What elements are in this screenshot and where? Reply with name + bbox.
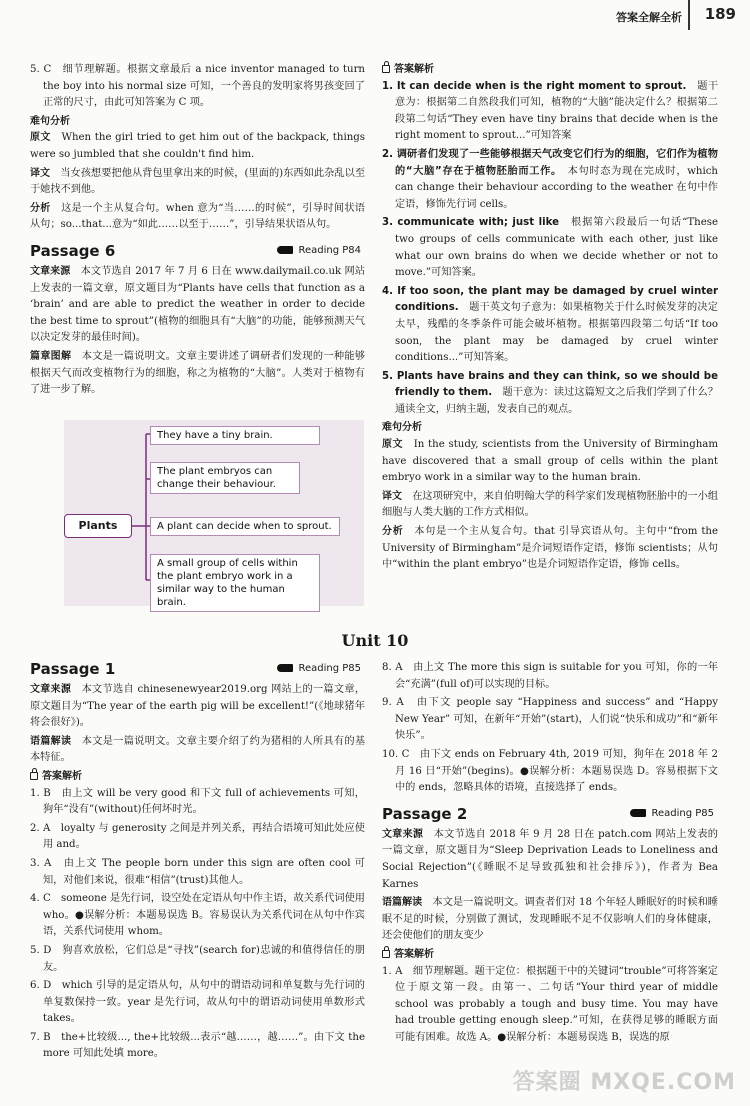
passage-6-heading [30,242,365,262]
genre-text: 本文是一篇说明文。调查者们对 18 个年轻人睡眠好的时候和睡眠不足的时候，分别做了测试，发现睡眠不足不仅影响人们的身体健康，还会使他们的朋友变少 [382,897,718,942]
diagram-node: A plant can decide when to sprout. [150,517,340,536]
page-header [0,0,750,30]
answer-item: 2. 调研者们发现了一些能够根据天气改变它们行为的细胞，它们作为植物的“大脑”存在于植物胚胎而工作。 本句时态为现在完成时，which can change their behaviour according to the weather 在句中作定语，修饰先行词 cells。 [382,148,718,210]
unit-title: Unit 10 [341,631,409,650]
answer-item: 8. A 由上文 The more this sign is suitable for you 可知，你的一年会“充满”(full of)可以实现的目标。 [382,662,718,690]
answer-item: 2. A loyalty 与 generosity 之间是并列关系，再结合语境可知此处应使用 and。 [30,822,365,851]
source-label: 文章来源 [382,828,424,840]
passage-1-heading [30,660,365,680]
passage-title: Passage 6 [30,241,116,260]
source-label: 文章来源 [30,684,72,695]
diagram-label: 篇章图解 [30,350,72,362]
translation-text: 当女孩想要把他从背包里拿出来的时候，(里面的)东西如此杂乱以至于她找不到他。 [30,167,366,196]
source-text: 本文节选自 2018 年 9 月 28 日在 patch.com 网站上发表的一篇文章，原文题目为“Sleep Deprivation Leads to Loneliness and Social Rejection”(《睡眠不足导致孤独和社会排斥》)，作者为 Bea Karnes [382,828,718,890]
diagram-node: They have a tiny brain. [150,426,320,445]
pointing-hand-icon [277,246,293,254]
answer-heading: 答案解析 [394,948,434,960]
source-label: 文章来源 [30,265,71,277]
original-label: 原文 [30,132,51,144]
reading-ref: Reading P85 [651,807,714,819]
lock-icon [30,772,38,780]
translation-label: 译文 [382,490,403,502]
answer-item: 4. C someone 是先行词，设空处在定语从句中作主语，故关系代词使用 who。●误解分析：本题易误选 B。容易误认为关系代词在从句中作宾语，关系代词使用 whom。 [30,893,365,938]
answer-heading: 答案解析 [394,64,434,75]
passage-title: Passage 1 [30,660,116,678]
answer-item-5: 5. C 细节理解题。根据文章最后 a nice inventor managed to turn the boy into his normal size 可知，一个善良的发明家将男孩变回了正常的尺寸，由此可知答案为 C 项。 [30,64,365,109]
answer-item: 5. Plants have brains and they can think, so we should be friendly to them. 题干意为：读过这篇短文之后我们学到了什么？通读全文，归纳主题，发表自己的观点。 [382,370,719,415]
reading-ref: Reading P84 [298,244,361,256]
genre-text: 本文是一篇说明文。文章主要介绍了约为猪相的人所具有的基本特征。 [30,735,366,764]
translation-text: 在这项研究中，来自伯明翰大学的科学家们发现植物胚胎中的一小组细胞与人类大脑的工作方式相似。 [382,490,719,519]
genre-label: 语篇解读 [382,897,423,909]
answer-item: 3. communicate with; just like 根据第六段最后一句话“These two groups of cells communicate with each other, just like what our own brains do when we decide whether or not to move.”可知答案。 [382,217,719,279]
pointing-hand-icon [277,664,293,672]
original-text: In the study, scientists from the University of Birmingham have discovered that a small group of cells within the plant embryo work in a similar way to the human brain. [382,439,719,484]
answer-item: 4. If too soon, the plant may be damaged by cruel winter conditions. 题干英文句子意为：如果植物关于什么时候发芽的决定太早，残酷的冬季条件可能会破坏植物。根据第四段第二句话“If too soon, the plant may be damaged by cruel winter conditions...”可知答案。 [382,285,718,364]
original-label: 原文 [382,439,404,451]
watermark: 答案圈 MXQE.COM [512,1070,736,1095]
passage-2-heading [382,805,718,825]
difficult-sentence-heading: 难句分析 [382,422,422,434]
analysis-text: 这是一个主从复合句。when 意为“当……的时候”，引导时间状语从句；so...that...意为“如此……以至于……”，引导结果状语从句。 [30,202,365,231]
original-text: When the girl tried to get him out of the backpack, things were so jumbled that she couldn't find him. [30,132,366,160]
diagram-root-node: Plants [64,514,132,538]
passage-diagram [64,420,364,606]
lock-icon [382,65,390,73]
passage-title: Passage 2 [382,804,468,823]
answer-heading: 答案解析 [42,770,82,782]
page-number: 189 [704,5,736,23]
header-divider [688,0,690,30]
translation-label: 译文 [30,167,51,179]
left-column-bottom [30,660,365,1065]
analysis-text: 本句是一个主从复合句。that 引导宾语从句。主句中“from the University of Birmingham”是介词短语作定语，修饰 scientists；从句中“within the plant embryo”也是介词短语作定语，修饰 cells。 [382,526,719,571]
analysis-label: 分析 [382,526,404,538]
right-column-bottom [382,660,718,1048]
answer-item: 10. C 由下文 ends on February 4th, 2019 可知，狗年在 2018 年 2 月 16 日“开始”(begins)。●误解分析：本题易误选 D。容易根据下文中的 ends，忽略具体的语境，直接选择了 ends。 [382,748,718,794]
left-column-top [30,62,365,401]
answer-item: 5. D 狗喜欢放松，它们总是“寻找”(search for)忠诚的和值得信任的朋友。 [30,944,365,973]
source-text: 本文节选自 chinesenewyear2019.org 网站上的一篇文章，原文题目为“The year of the earth pig will be excellent!”(《地球猪年将会很好》)。 [30,684,366,729]
diagram-node: The plant embryos can change their behaviour. [150,462,300,494]
genre-label: 语篇解读 [30,735,72,747]
diagram-intro: 本文是一篇说明文。文章主要讲述了调研者们发现的一种能够根据天气而改变植物行为的细胞，称之为植物的“大脑”。人类对于植物有了进一步了解。 [30,350,366,396]
answer-item: 1. B 由上文 will be very good 和下文 full of achievements 可知，狗年“没有”(without)任何坏时光。 [30,787,365,816]
answer-item: 7. B the+比较级..., the+比较级...表示“越……，越……”。由下文 the more 可知此处填 more。 [30,1031,365,1060]
answer-item: 6. D which 引导的是定语从句，从句中的谓语动词和单复数与先行词的单复数保持一致。year 是先行词，故从句中的谓语动词使用单数形式 takes。 [30,980,365,1025]
answer-item: 3. A 由上文 The people born under this sign are often cool 可知，对他们来说，很难“相信”(trust)其他人。 [30,857,365,886]
diagram-node: A small group of cells within the plant embryo work in a similar way to the human brain. [150,554,320,612]
difficult-sentence-heading: 难句分析 [30,115,70,127]
right-column-top [382,62,718,576]
source-text: 本文节选自 2017 年 7 月 6 日在 www.dailymail.co.uk 网站上发表的一篇文章，原文题目为“Plants have cells that function as a ‘brain’ and are able to predict the weather in order to decide the best time to sprout”(植物的细胞具有“大脑”的功能，能够预测天气以决定发芽的最佳时间)。 [30,265,365,344]
answer-item: 9. A 由下文 people say “Happiness and success” and “Happy New Year” 可知，在新年“开始”(start)，人们说“快乐和成功”和“新年快乐”。 [382,697,718,742]
answer-item: 1. A 细节理解题。题干定位：根据题干中的关键词“trouble”可将答案定位于原文第一段。由第一、二句话“Your third year of middle school was probably a tough and busy time. You may have had trouble getting enough sleep.”可知，在获得足够的睡眠方面可能有困难。故选 A。●误解分析：本题易误选 B，误选的原 [382,965,718,1043]
lock-icon [382,950,390,958]
pointing-hand-icon [630,809,646,817]
reading-ref: Reading P85 [298,663,361,674]
header-label: 答案全解全析 [616,11,682,24]
answer-item: 1. It can decide when is the right moment to sprout. 题干意为：根据第二自然段我们可知，植物的“大脑”能决定什么？根据第二段第二句话“They even have tiny brains that decide when is the right moment to sprout...”可知答案 [382,80,719,142]
analysis-label: 分析 [30,202,51,214]
